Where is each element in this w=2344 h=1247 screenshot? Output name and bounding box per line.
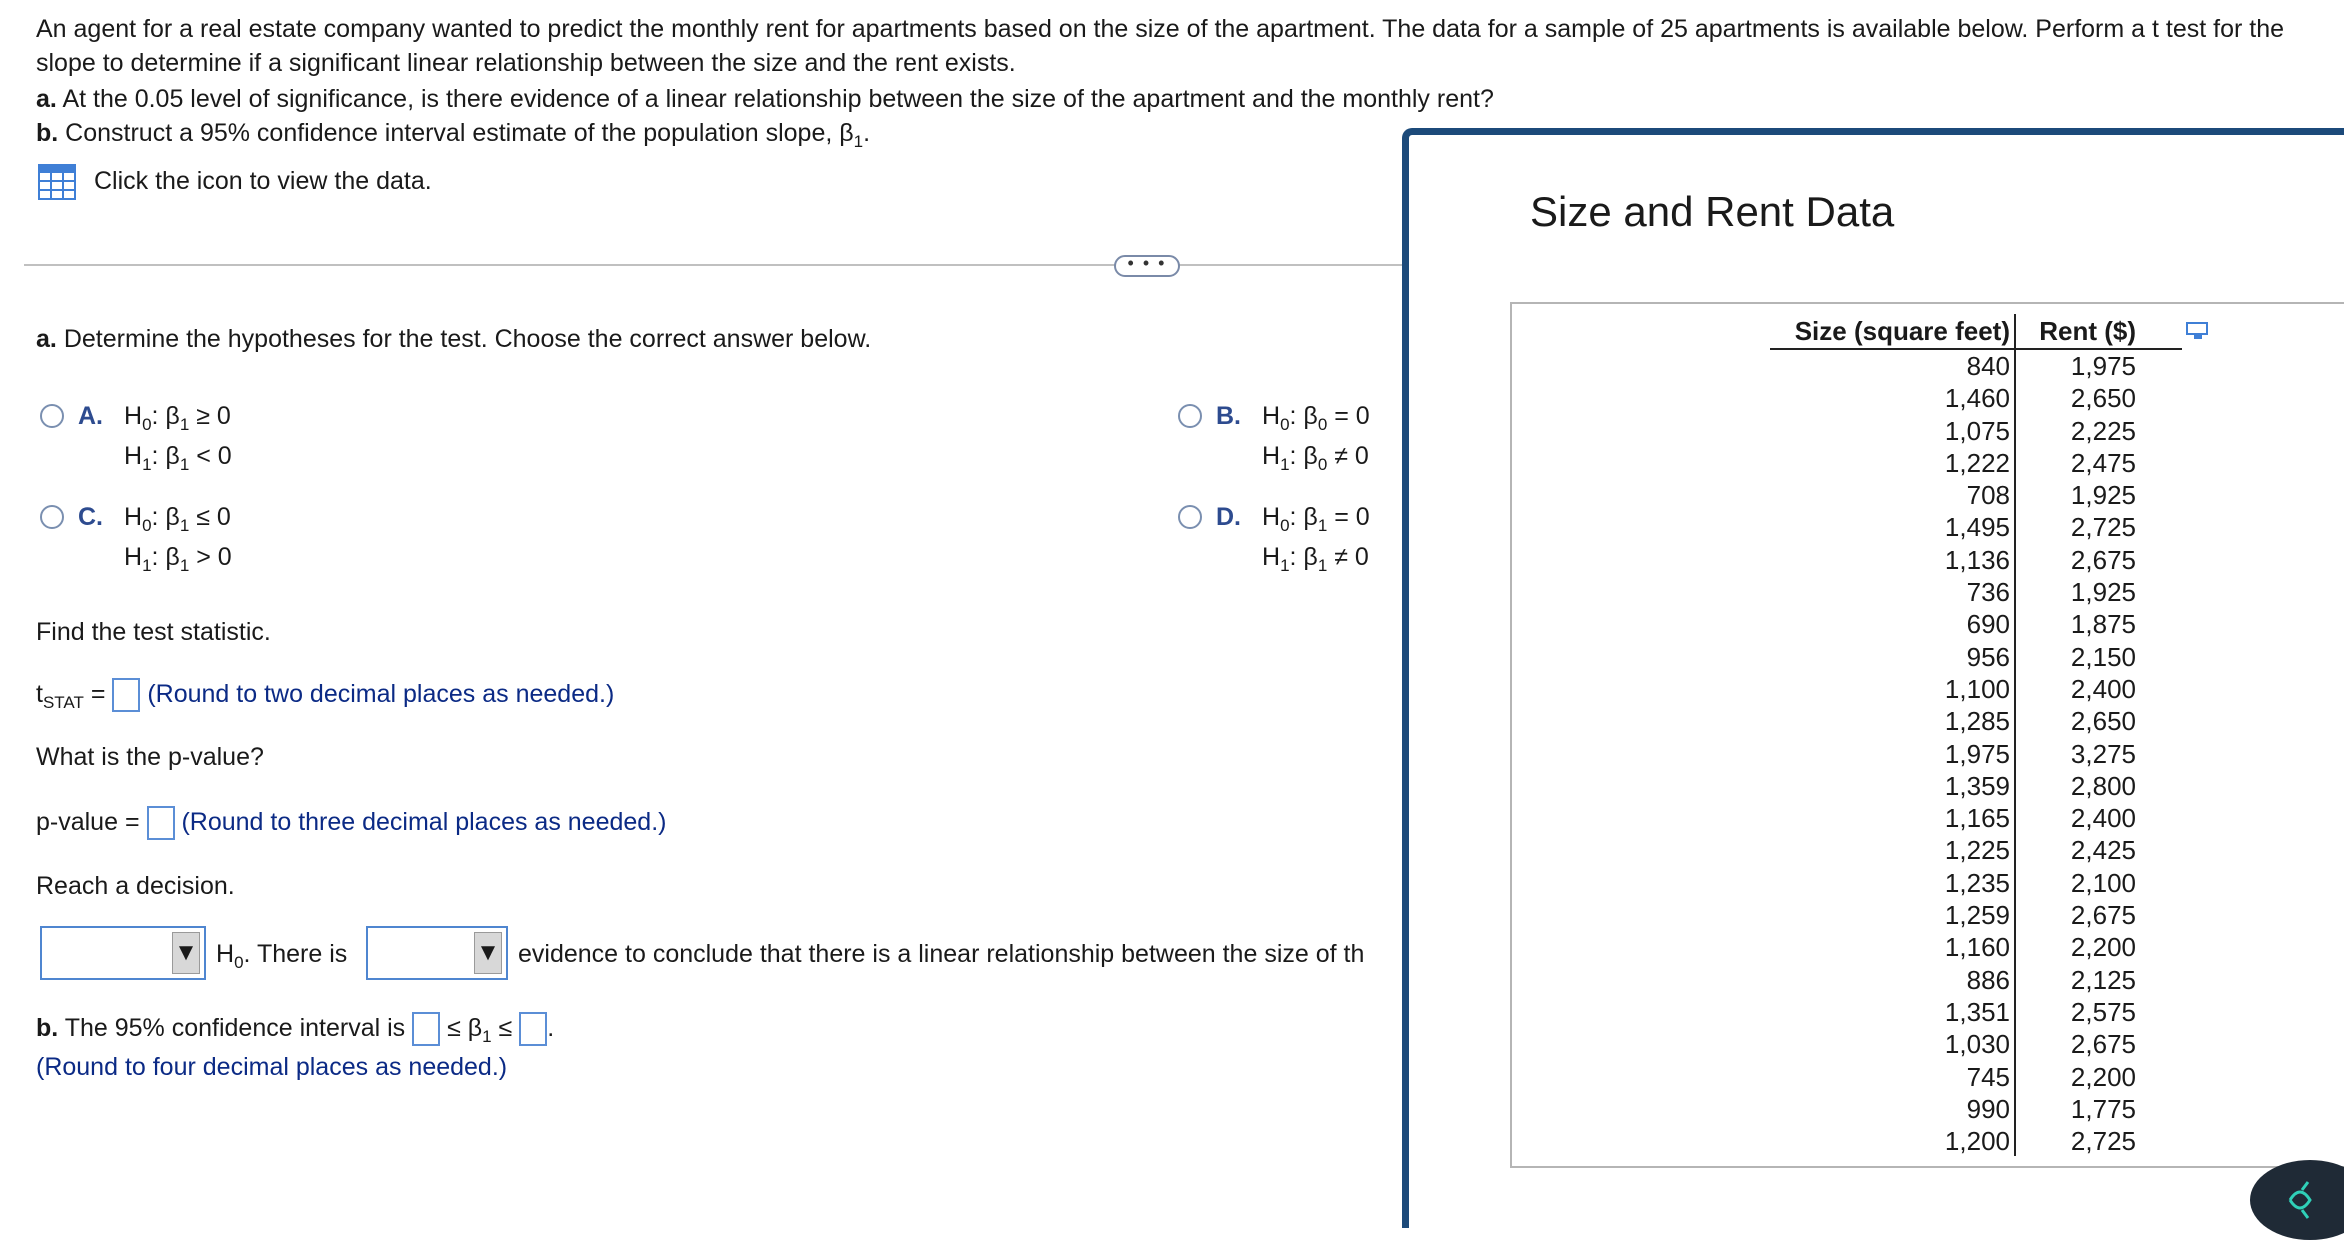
size-cell: 886 [1966,964,2010,995]
option-c-h1: $H_1$: $\beta_1 > 0$ [124,543,232,575]
interval-row: b. The 95% confidence interval is ≤ $\beta_1$ ≤ . [36,1014,555,1046]
p-value-prompt: What is the p-value? [36,743,264,771]
option-c-h0: $H_0$: $\beta_1 \le 0$ [124,503,231,535]
size-cell: 1,460 [1944,383,2010,414]
option-d-h0: $H_0$: $\beta_1 = 0$ [1262,503,1370,535]
test-stat-input[interactable] [112,678,140,712]
rent-cell: 1,925 [2070,480,2136,511]
option-a-letter[interactable]: A. [78,402,103,430]
p-value-hint: (Round to three decimal places as needed.) [181,808,667,836]
rent-cell: 3,275 [2070,738,2136,769]
option-a-h0: $H_0$: $\beta_1 \ge 0$ [124,402,231,434]
size-cell: 1,495 [1944,512,2010,543]
size-cell: 1,030 [1944,1029,2010,1060]
rent-cell: 2,800 [2070,770,2136,801]
column-header-size: Size (square feet) [1794,316,2010,346]
size-cell: 1,285 [1944,706,2010,737]
section-divider [24,264,1404,266]
rent-cell: 2,400 [2070,673,2136,704]
size-cell: 1,235 [1944,867,2010,898]
option-c-letter[interactable]: C. [78,503,103,531]
rent-cell: 2,675 [2070,544,2136,575]
interval-hint: (Round to four decimal places as needed.) [36,1053,508,1081]
size-cell: 956 [1966,641,2010,672]
interval-beta-label: ≤ $\beta_1$ ≤ [447,1014,513,1046]
test-stat-hint: (Round to two decimal places as needed.) [147,680,615,708]
rent-cell: 2,650 [2070,383,2136,414]
option-b-h0: $H_0$: $\beta_0 = 0$ [1262,402,1370,434]
question-part-a: a. At the 0.05 level of significance, is there evidence of a linear relationship between the size of the apartment and the monthly rent? [36,85,1494,113]
size-cell: 690 [1966,609,2010,640]
decision-evidence-select[interactable] [366,926,508,980]
size-cell: 840 [1966,351,2010,381]
rent-cell: 2,425 [2070,835,2136,866]
rent-cell: 2,150 [2070,641,2136,672]
rent-cell: 2,125 [2070,964,2136,995]
test-stat-label: $t_{STAT}$ = [36,680,106,712]
decision-prompt: Reach a decision. [36,872,235,900]
expand-divider-button[interactable]: • • • [1114,255,1180,277]
question-intro: An agent for a real estate company wanted to predict the monthly rent for apartments based on the size of the apartment. The data for a sample of 25 apartments is available below. Perform a t test for the slope to determine if a significant linear relationship between the size and the rent exists. [36,15,2285,77]
size-cell: 1,136 [1944,544,2010,575]
rent-cell: 2,225 [2070,415,2136,446]
option-a-h1: $H_1$: $\beta_1 < 0$ [124,442,232,474]
rent-cell: 2,650 [2070,706,2136,737]
option-c-radio[interactable] [40,505,64,529]
data-panel-title: Size and Rent Data [1530,188,1895,235]
rent-column [2016,350,2136,1157]
data-table-icon[interactable] [38,164,76,200]
rent-cell: 2,575 [2070,996,2136,1027]
p-value-input[interactable] [147,806,175,840]
size-cell: 990 [1966,1093,2010,1124]
size-cell: 1,075 [1944,415,2010,446]
decision-h0-text: $H_0$. There is [216,940,348,972]
rent-cell: 2,100 [2070,867,2136,898]
option-b-h1: $H_1$: $\beta_0 \ne 0$ [1262,442,1369,474]
size-cell: 1,222 [1944,447,2010,478]
size-cell: 745 [1966,1061,2010,1092]
rent-cell: 2,200 [2070,932,2136,963]
size-cell: 736 [1966,577,2010,608]
test-stat-prompt: Find the test statistic. [36,618,271,646]
p-value-label: p-value = [36,808,140,836]
rent-cell: 2,725 [2070,1126,2136,1157]
rent-cell: 2,400 [2070,803,2136,834]
option-a-radio[interactable] [40,404,64,428]
view-data-link[interactable]: Click the icon to view the data. [94,167,432,195]
rent-cell: 2,725 [2070,512,2136,543]
decision-reject-select[interactable] [40,926,206,980]
option-d-h1: $H_1$: $\beta_1 \ne 0$ [1262,543,1369,575]
rent-cell: 2,200 [2070,1061,2136,1092]
decision-conclusion-text: evidence to conclude that there is a linear relationship between the size of th [518,940,1365,968]
interval-upper-input[interactable] [519,1012,547,1046]
p-value-row [36,802,666,842]
rent-cell: 2,675 [2070,900,2136,931]
size-cell: 1,975 [1944,738,2010,769]
size-cell: 1,351 [1944,996,2010,1027]
copy-table-icon[interactable] [2186,322,2208,340]
option-b-letter[interactable]: B. [1216,402,1241,430]
size-column [1770,350,2010,1157]
rent-cell: 1,975 [2070,351,2136,381]
size-cell: 1,259 [1944,900,2010,931]
rent-cell: 1,775 [2070,1093,2136,1124]
option-d-letter[interactable]: D. [1216,503,1241,531]
option-b-radio[interactable] [1178,404,1202,428]
rent-cell: 1,875 [2070,609,2136,640]
chevron-down-icon[interactable]: ▼ [474,932,502,974]
option-d-radio[interactable] [1178,505,1202,529]
rent-cell: 1,925 [2070,577,2136,608]
interval-lower-input[interactable] [412,1012,440,1046]
size-cell: 708 [1966,480,2010,511]
size-cell: 1,225 [1944,835,2010,866]
size-cell: 1,359 [1944,770,2010,801]
chevron-down-icon[interactable]: ▼ [172,932,200,974]
column-header-rent: Rent ($) [2039,316,2136,346]
size-cell: 1,100 [1944,673,2010,704]
size-cell: 1,200 [1944,1126,2010,1157]
hypotheses-prompt: a. Determine the hypotheses for the test. Choose the correct answer below. [36,325,872,353]
rent-cell: 2,475 [2070,447,2136,478]
question-part-b: b. Construct a 95% confidence interval estimate of the population slope, $\beta_1$. [36,119,871,151]
size-cell: 1,160 [1944,932,2010,963]
test-stat-row [36,674,614,714]
rent-cell: 2,675 [2070,1029,2136,1060]
size-cell: 1,165 [1944,803,2010,834]
assistant-icon[interactable] [2250,1160,2344,1240]
